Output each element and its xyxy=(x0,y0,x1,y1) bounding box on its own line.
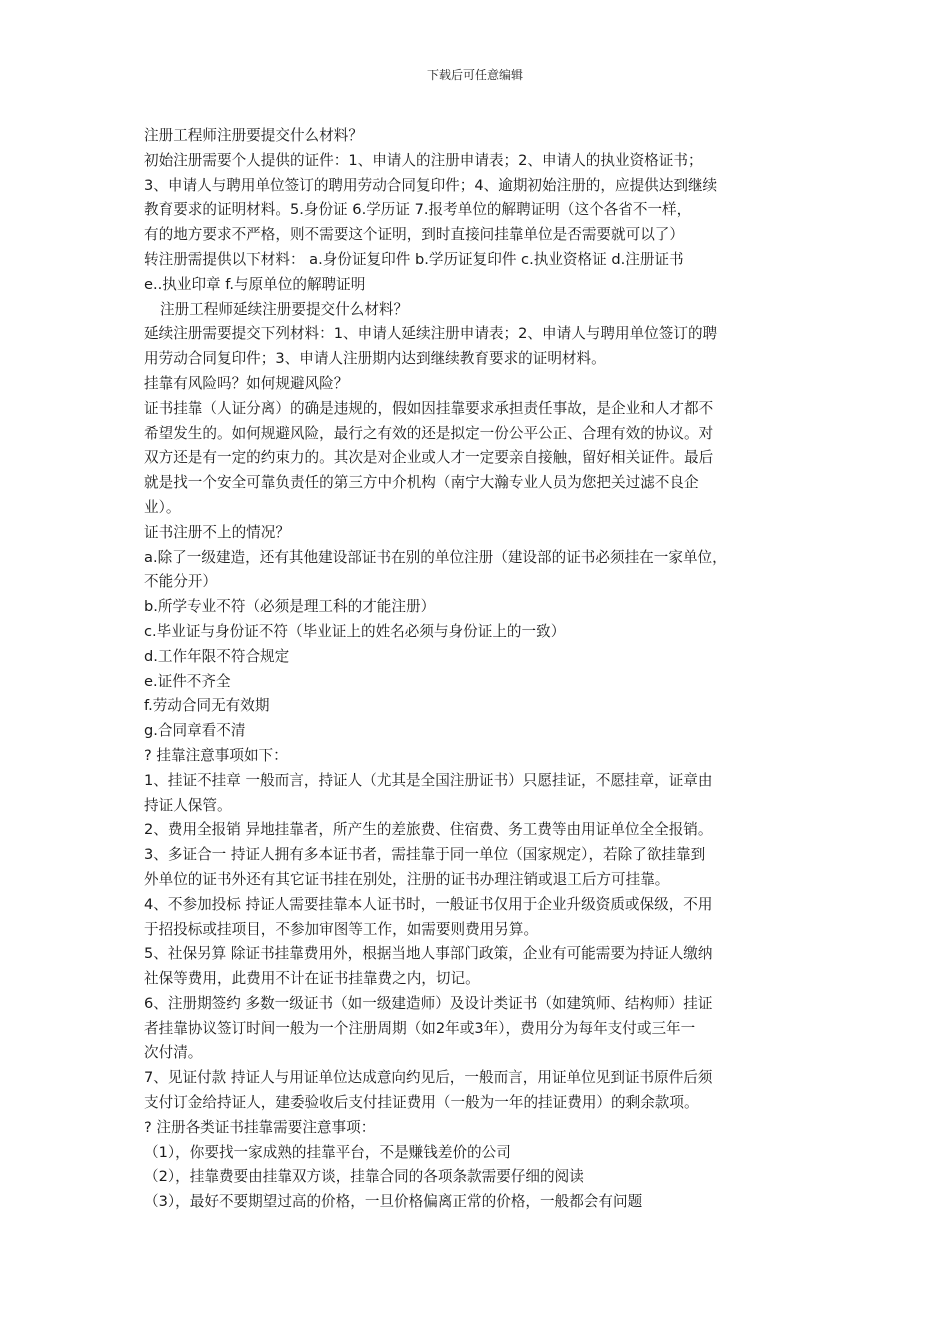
list-item: 3、多证合一 持证人拥有多本证书者，需挂靠于同一单位（国家规定），若除了欲挂靠到 xyxy=(144,846,706,864)
paragraph-line: 初始注册需要个人提供的证件：1、申请人的注册申请表；2、申请人的执业资格证书； xyxy=(144,151,703,169)
paragraph-line: 就是找一个安全可靠负责任的第三方中介机构（南宁大瀚专业人员为您把关过滤不良企 xyxy=(144,474,699,492)
heading-risk: 挂靠有风险吗？如何规避风险？ xyxy=(144,374,349,392)
paragraph-line: 3、申请人与聘用单位签订的聘用劳动合同复印件；4、逾期初始注册的，应提供达到继续 xyxy=(144,176,718,194)
list-item: （3），最好不要期望过高的价格，一旦价格偏离正常的价格，一般都会有问题 xyxy=(144,1193,643,1211)
list-item: 1、挂证不挂章 一般而言，持证人（尤其是全国注册证书）只愿挂证，不愿挂章，证章由 xyxy=(144,771,713,789)
list-item: （2），挂靠费要由挂靠双方谈，挂靠合同的各项条款需要仔细的阅读 xyxy=(144,1168,584,1186)
paragraph-line: 用劳动合同复印件；3、申请人注册期内达到继续教育要求的证明材料。 xyxy=(144,350,606,368)
paragraph-line: 于招投标或挂项目，不参加审图等工作，如需要则费用另算。 xyxy=(144,920,539,938)
heading-certificate-notes: ? 注册各类证书挂靠需要注意事项： xyxy=(144,1118,376,1136)
heading-registration-failure: 证书注册不上的情况？ xyxy=(144,523,290,541)
heading-renewal-registration: 注册工程师延续注册要提交什么材料？ xyxy=(160,300,409,318)
paragraph-line: 双方还是有一定的约束力的。其次是对企业或人才一定要亲自接触，留好相关证件。最后 xyxy=(144,449,714,467)
paragraph-line: 有的地方要求不严格，则不需要这个证明，到时直接问挂靠单位是否需要就可以了） xyxy=(144,226,684,244)
paragraph-line: 希望发生的。如何规避风险，最行之有效的还是拟定一份公平公正、合理有效的协议。对 xyxy=(144,424,714,442)
list-item: 6、注册期签约 多数一级证书（如一级建造师）及设计类证书（如建筑师、结构师）挂证 xyxy=(144,994,713,1012)
list-item: e.证件不齐全 xyxy=(144,672,231,690)
heading-initial-registration: 注册工程师注册要提交什么材料？ xyxy=(144,127,363,144)
paragraph-line: 证书挂靠（人证分离）的确是违规的，假如因挂靠要求承担责任事故，是企业和人才都不 xyxy=(144,399,714,417)
list-item: 7、见证付款 持证人与用证单位达成意向约见后，一般而言，用证单位见到证书原件后须 xyxy=(144,1069,713,1087)
paragraph-line: 外单位的证书外还有其它证书挂在别处，注册的证书办理注销或退工后方可挂靠。 xyxy=(144,870,670,888)
list-item: b.所学专业不符（必须是理工科的才能注册） xyxy=(144,598,436,616)
paragraph-line: 教育要求的证明材料。5.身份证 6.学历证 7.报考单位的解聘证明（这个各省不一样， xyxy=(144,201,692,219)
list-item: g.合同章看不清 xyxy=(144,722,246,740)
list-item: f.劳动合同无有效期 xyxy=(144,697,270,715)
paragraph-line: e..执业印章 f.与原单位的解聘证明 xyxy=(144,275,366,293)
paragraph-line: 持证人保管。 xyxy=(144,796,232,814)
list-item: a.除了一级建造，还有其他建设部证书在别的单位注册（建设部的证书必须挂在一家单位， xyxy=(144,548,727,566)
paragraph-line: 支付订金给持证人，建委验收后支付挂证费用（一般为一年的挂证费用）的剩余款项。 xyxy=(144,1094,699,1112)
document-body xyxy=(144,124,814,1215)
paragraph-line: 业）。 xyxy=(144,498,181,516)
list-item: （1），你要找一家成熟的挂靠平台，不是赚钱差价的公司 xyxy=(144,1143,511,1161)
paragraph-line: 转注册需提供以下材料： a.身份证复印件 b.学历证复印件 c.执业资格证 d.注册证书 xyxy=(144,250,684,268)
page-header: 下载后可任意编辑 xyxy=(426,68,523,82)
list-item: c.毕业证与身份证不符（毕业证上的姓名必须与身份证上的一致） xyxy=(144,622,566,640)
paragraph-line: 社保等费用，此费用不计在证书挂靠费之内，切记。 xyxy=(144,970,480,988)
list-item: 4、不参加投标 持证人需要挂靠本人证书时，一般证书仅用于企业升级资质或保级，不用 xyxy=(144,895,713,913)
paragraph-line: 者挂靠协议签订时间一般为一个注册周期（如2年或3年），费用分为每年支付或三年一 xyxy=(144,1019,696,1037)
paragraph-line: 不能分开） xyxy=(144,573,217,591)
list-item: d.工作年限不符合规定 xyxy=(144,647,290,665)
heading-notes: ? 挂靠注意事项如下： xyxy=(144,746,288,764)
list-item: 5、社保另算 除证书挂靠费用外，根据当地人事部门政策，企业有可能需要为持证人缴纳 xyxy=(144,945,713,963)
list-item: 2、费用全报销 异地挂靠者，所产生的差旅费、住宿费、务工费等由用证单位全全报销。 xyxy=(144,821,713,839)
paragraph-line: 延续注册需要提交下列材料：1、申请人延续注册申请表；2、申请人与聘用单位签订的聘 xyxy=(144,325,718,343)
paragraph-line: 次付清。 xyxy=(144,1044,203,1062)
